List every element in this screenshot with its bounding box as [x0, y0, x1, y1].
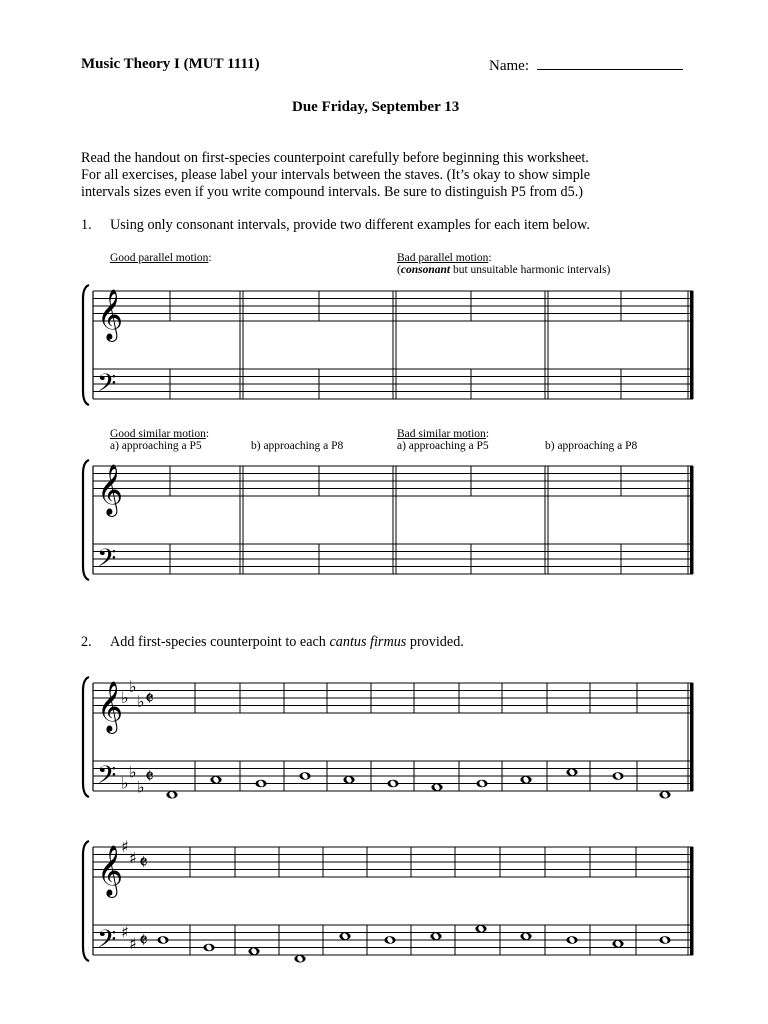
- parallel-system-bass-clef-icon: 𝄢: [97, 369, 117, 404]
- cantus-system-2-bass-key-sharp-icon: ♯: [129, 933, 137, 953]
- q1-number: 1.: [81, 217, 92, 233]
- cantus-system-1-bass-key-flat-icon: ♭: [121, 773, 129, 793]
- good-parallel-label: Good parallel motion:: [110, 252, 212, 264]
- similar-system-final-thick-barline: [690, 466, 694, 574]
- cantus-system-2-treble-key-sharp-icon: ♯: [129, 848, 137, 868]
- parallel-system-final-thick-barline: [690, 291, 694, 399]
- cantus-system-2-cantus-note: [384, 936, 395, 944]
- cantus-system-2-cantus-note: [612, 940, 623, 948]
- good-similar-label: Good similar motion:: [110, 428, 210, 440]
- similar-system-treble-clef-icon: 𝄞: [97, 464, 124, 515]
- cantus-system-2-treble-clef-icon: 𝄞: [97, 845, 124, 896]
- course-title: Music Theory I (MUT 1111): [81, 56, 260, 72]
- cantus-system-1-bracket: [83, 677, 89, 797]
- cantus-system-2-treble-cut-time-icon: 𝄵: [139, 850, 148, 874]
- name-label: Name:: [489, 58, 529, 74]
- cantus-system-2-cantus-note: [157, 936, 168, 944]
- cantus-system-2-bracket: [83, 841, 89, 961]
- cantus-system-1-treble-key-flat-icon: ♭: [129, 676, 137, 696]
- cantus-system-1-cantus-note: [659, 791, 670, 799]
- cantus-system-1-cantus-note: [210, 776, 221, 784]
- cantus-system-1-cantus-note: [387, 780, 398, 788]
- cantus-system-2-cantus-note: [475, 925, 486, 933]
- cantus-system-1-cantus-note: [566, 768, 577, 776]
- cantus-system-1-cantus-note: [255, 780, 266, 788]
- bad-parallel-label: Bad parallel motion:: [397, 252, 492, 264]
- cantus-system-2-cantus-note: [566, 936, 577, 944]
- cantus-system-1-cantus-note: [343, 776, 354, 784]
- cantus-system-1-treble-cut-time-icon: 𝄵: [145, 686, 154, 710]
- cantus-system-2-cantus-note: [248, 947, 259, 955]
- bad-similar-b-label: b) approaching a P8: [545, 440, 638, 452]
- cantus-system-1-treble-key-flat-icon: ♭: [121, 688, 129, 707]
- cantus-system-1-treble-key-flat-icon: ♭: [137, 691, 145, 711]
- similar-system-bracket: [83, 460, 89, 580]
- bad-similar-a-label: a) approaching a P5: [397, 440, 489, 452]
- cantus-system-2-cantus-note: [520, 932, 531, 940]
- q1-prompt: Using only consonant intervals, provide two different examples for each item below.: [110, 217, 590, 233]
- cantus-system-2-treble-key-sharp-icon: ♯: [121, 837, 129, 856]
- q2-number: 2.: [81, 634, 92, 650]
- cantus-system-1-cantus-note: [299, 772, 310, 780]
- intro-line-3: intervals sizes even if you write compound intervals. Be sure to distinguish P5 from d5.): [81, 184, 583, 200]
- cantus-system-2-cantus-note: [294, 955, 305, 963]
- cantus-system-2-final-thick-barline: [690, 847, 694, 955]
- cantus-system-1-cantus-note: [166, 791, 177, 799]
- good-similar-b-label: b) approaching a P8: [251, 440, 344, 452]
- cantus-system-2-cantus-note: [203, 944, 214, 952]
- cantus-system-1-cantus-note: [476, 780, 487, 788]
- cantus-system-1-bass-clef-icon: 𝄢: [97, 761, 117, 796]
- q2-prompt: Add first-species counterpoint to each cantus firmus provided.: [110, 634, 464, 650]
- cantus-system-1-cantus-note: [431, 783, 442, 791]
- cantus-system-1-treble-clef-icon: 𝄞: [97, 681, 124, 732]
- cantus-system-2-bass-key-sharp-icon: ♯: [121, 922, 129, 942]
- cantus-system-2-cantus-note: [659, 936, 670, 944]
- cantus-system-1-bass-key-flat-icon: ♭: [137, 777, 145, 797]
- bad-similar-label: Bad similar motion:: [397, 428, 490, 440]
- cantus-system-2-bass-clef-icon: 𝄢: [97, 925, 117, 960]
- intro-line-1: Read the handout on first-species counterpoint carefully before beginning this worksheet.: [81, 150, 589, 166]
- cantus-system-1-final-thick-barline: [690, 683, 694, 791]
- cantus-system-1-bass-key-flat-icon: ♭: [129, 762, 137, 782]
- cantus-system-2-cantus-note: [430, 932, 441, 940]
- cantus-system-1-cantus-note: [612, 772, 623, 780]
- parallel-system-bracket: [83, 285, 89, 405]
- intro-line-2: For all exercises, please label your intervals between the staves. (It’s okay to show simple: [81, 167, 591, 183]
- cantus-system-2-cantus-note: [339, 932, 350, 940]
- parallel-system-treble-clef-icon: 𝄞: [97, 289, 124, 340]
- due-date: Due Friday, September 13: [292, 99, 460, 115]
- cantus-system-1-bass-cut-time-icon: 𝄵: [145, 764, 154, 788]
- similar-system-bass-clef-icon: 𝄢: [97, 544, 117, 579]
- bad-parallel-note: (consonant but unsuitable harmonic intervals): [397, 264, 611, 276]
- cantus-system-1-cantus-note: [520, 776, 531, 784]
- cantus-system-2-bass-cut-time-icon: 𝄵: [139, 928, 148, 952]
- good-similar-a-label: a) approaching a P5: [110, 440, 202, 452]
